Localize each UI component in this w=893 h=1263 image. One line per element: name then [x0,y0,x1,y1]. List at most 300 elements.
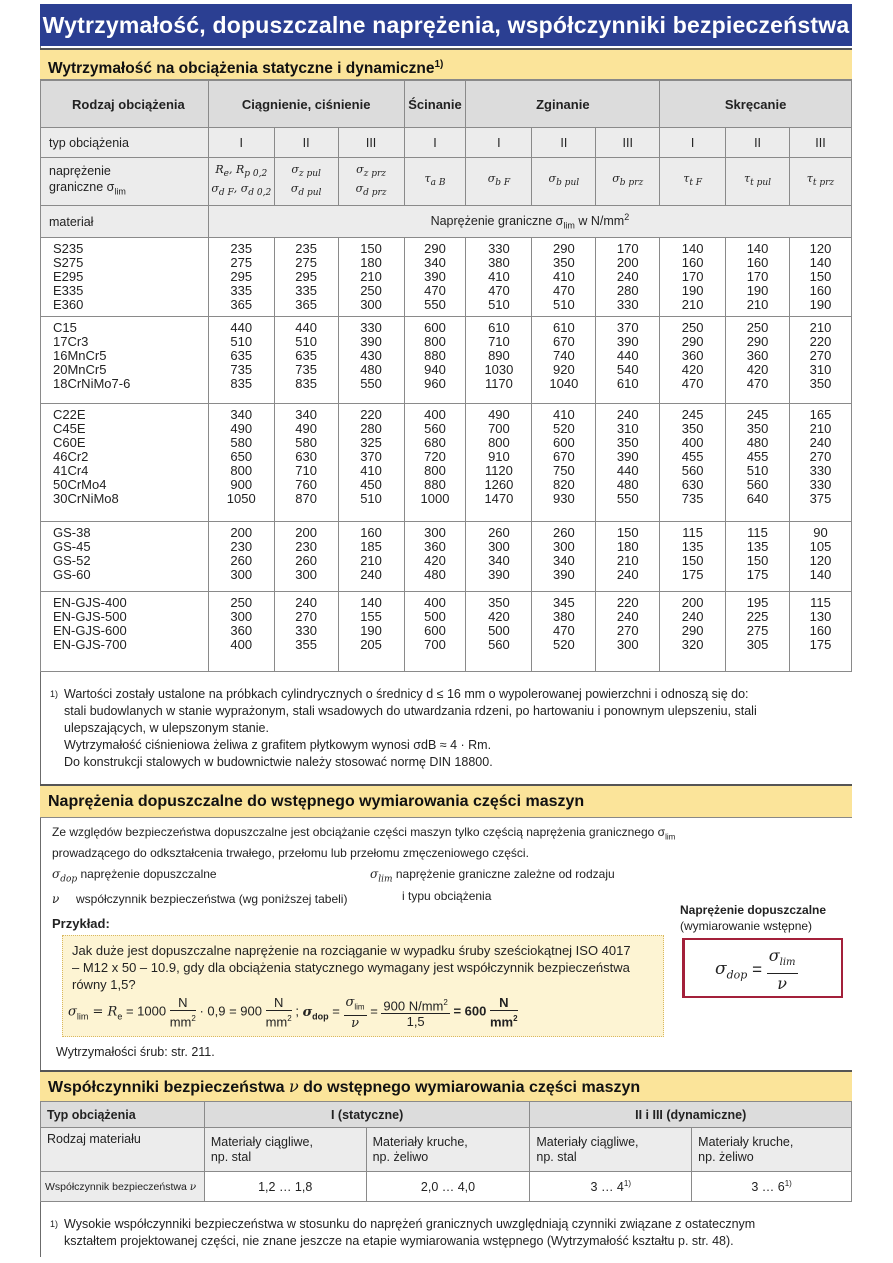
value-column [596,592,660,672]
value-cell: 205 [360,637,382,652]
value-cell: 390 [360,334,382,349]
calc-mult: · 0,9 = 900 [199,1003,266,1019]
header-row-stress-symbols [41,158,852,206]
value-cell: 820 [552,477,575,492]
material-name: S275 [53,255,84,270]
value-cell: 115 [747,525,768,540]
value-column [466,592,532,672]
value-cell: 390 [616,334,639,349]
legend-sdop [52,866,382,888]
value-cell: 930 [552,491,575,506]
value-cell: 1470 [484,491,514,506]
value-cell: 150 [360,241,382,256]
value-cell: 275 [230,255,253,270]
load-kind-header: Rodzaj obciążenia [41,81,209,128]
strength-table [40,80,852,672]
material-name: S235 [53,241,84,256]
value-cell: 400 [424,595,446,610]
symbol: , σ [233,181,249,195]
coeff-label-text: Współczynnik bezpieczeństwa [45,1180,190,1193]
value-cell: 305 [746,637,769,652]
limit-stress-label [41,158,209,206]
material-name: C60E [53,435,86,450]
value-cell: 140 [809,255,832,270]
value-cell: 420 [488,609,510,624]
symbol: , R [228,163,245,177]
value-column [790,592,852,672]
value-cell: 105 [809,539,832,554]
page-title: Wytrzymałość, dopuszczalne naprężenia, współczynniki bezpieczeństwa [40,4,852,46]
value-cell: 200 [295,525,317,540]
value-column [404,317,466,404]
symbol-sub: t F [689,178,703,189]
formula-eq: = [752,960,762,980]
material-name: C15 [53,320,77,335]
typ-cell: I [660,128,726,158]
value-cell: 200 [230,525,253,540]
value-cell: 440 [295,320,317,335]
value-cell: 250 [681,320,704,335]
value-column [338,317,404,404]
value-cell: 150 [616,525,639,540]
example-calculation [68,994,668,1031]
value-column [790,238,852,317]
calc-fraction-result [490,995,518,1029]
symbol: R [215,163,224,177]
value-cell: 455 [746,449,769,464]
value-cell: 150 [681,553,704,568]
value-cell: 390 [616,449,639,464]
value-cell: 120 [809,241,832,256]
footnote-line [50,1216,852,1233]
intro-line-2: prowadzącego do odkształcenia trwałego, przełomu lub przełomu zmęczeniowego części. [52,846,529,861]
value-column [208,592,274,672]
value-cell: 380 [488,255,510,270]
coeff-cell [204,1172,366,1202]
value-cell: 240 [616,269,639,284]
group-tension: Ciągnienie, ciśnienie [208,81,404,128]
value-column [338,404,404,522]
value-cell: 540 [616,362,639,377]
material-line: Materiały kruche, [372,1134,468,1149]
value-cell: 210 [360,269,382,284]
calc-re-sub: e [117,1011,123,1022]
value-column [532,592,596,672]
value-cell: 195 [746,595,769,610]
value-cell: 190 [746,283,769,298]
value-cell: 295 [230,269,253,284]
value-cell: 260 [552,525,575,540]
typ-cell: II [532,128,596,158]
value-cell: 635 [230,348,253,363]
material-name: 41Cr4 [53,463,89,478]
symbol: τ [424,172,431,186]
value-cell: 290 [681,334,704,349]
value-column [466,404,532,522]
value-cell: 130 [809,609,832,624]
value-cell: 520 [552,637,575,652]
value-cell: 740 [552,348,575,363]
value-cell: 510 [360,491,382,506]
unit-caption [208,206,851,238]
symbol-line [209,182,274,200]
value-cell: 210 [360,553,382,568]
value-cell: 470 [681,376,704,391]
value-column [532,317,596,404]
footnote-mark: 1) [50,689,59,699]
material-name: EN-GJS-700 [53,637,127,652]
legend-sdop-sub: dop [60,874,78,885]
value-cell: 410 [360,463,382,478]
value-cell: 480 [746,435,769,450]
value-cell: 340 [230,407,253,422]
symbol-line [726,172,789,190]
section3-heading [40,1070,852,1102]
legend-slim [370,866,670,888]
value-cell: 470 [424,283,446,298]
value-cell: 630 [681,477,704,492]
value-cell: 390 [488,567,510,582]
material-group-row [41,404,852,522]
frac-den-text: mm [489,1014,514,1030]
symbol-sub: p 0,2 [244,169,268,180]
value-cell: 380 [552,609,575,624]
section2-heading: Naprężenia dopuszczalne do wstępnego wymiarowania części maszyn [40,784,852,818]
value-cell: 890 [488,348,510,363]
value-cell: 450 [360,477,382,492]
value-cell: 180 [616,539,639,554]
section1-heading [40,48,852,80]
value-cell: 140 [681,241,704,256]
value-cell: 550 [616,491,639,506]
formula-den: ν [777,974,787,994]
value-column [274,522,338,592]
frac-den [266,1011,292,1029]
symbol: σ [356,163,364,177]
formula-title: Naprężenie dopuszczalne [680,903,827,917]
value-cell: 490 [230,421,253,436]
value-cell: 420 [746,362,769,377]
value-cell: 510 [488,297,510,312]
value-cell: 135 [681,539,704,554]
limit-stress-label-line2: graniczne σ [49,180,115,195]
typ-cell: I [404,128,466,158]
material-name: 17Cr3 [53,334,89,349]
value-cell: 390 [424,269,446,284]
value-column [596,238,660,317]
symbol-sub: d prz [363,187,387,198]
value-cell: 300 [360,297,382,312]
value-cell: 300 [230,609,253,624]
symbol-line [209,163,274,181]
footnote-text: Do konstrukcji stalowych w budownictwie należy stosować normę DIN 18800. [64,755,493,769]
value-cell: 1000 [420,491,450,506]
value-cell: 190 [360,623,382,638]
value-cell: 160 [681,255,704,270]
value-column [790,404,852,522]
value-cell: 115 [810,595,831,610]
value-cell: 800 [230,463,253,478]
value-column [404,404,466,522]
value-cell: 240 [616,567,639,582]
material-line: np. żeliwo [372,1149,429,1164]
value-cell: 365 [230,297,253,312]
value-column [660,592,726,672]
value-cell: 120 [809,553,832,568]
value-cell: 1260 [484,477,514,492]
value-cell: 800 [488,435,510,450]
value-column [208,404,274,522]
coeff-cell [366,1172,530,1202]
value-cell: 410 [552,269,575,284]
value-cell: 115 [682,525,704,540]
value-cell: 270 [809,348,832,363]
value-cell: 365 [295,297,317,312]
calc-semicolon: ; [291,1003,299,1019]
value-cell: 470 [746,376,769,391]
stress-symbol-cell [274,158,338,206]
footnote-text: Wytrzymałość ciśnieniowa żeliwa z grafitem płytkowym wynosi σdB ≈ 4 · Rm. [64,738,492,752]
value-cell: 610 [552,320,575,335]
material-cell [530,1128,692,1172]
symbol-line [466,172,531,190]
bolt-strength-reference: Wytrzymałości śrub: str. 211. [56,1045,215,1059]
material-name: GS-52 [53,553,91,568]
value-cell: 335 [295,283,317,298]
value-cell: 560 [488,637,510,652]
stress-symbol-cell [726,158,790,206]
symbol-line [275,182,338,200]
footnote-mark: 1) [50,1219,59,1229]
value-cell: 1040 [549,376,579,391]
calc-slim: σ [68,1004,77,1020]
typ-cell: I [466,128,532,158]
value-cell: 340 [424,255,446,270]
value-column [274,404,338,522]
value-cell: 220 [616,595,639,610]
frac-num-sup: 2 [443,998,448,1008]
symbol-sub: b pul [556,178,580,189]
calc-eq4: = [366,1003,382,1019]
value-cell: 700 [424,637,446,652]
value-cell: 140 [360,595,382,610]
frac-num [344,994,367,1016]
value-cell: 640 [746,491,769,506]
value-cell: 240 [360,567,382,582]
value-cell: 650 [230,449,253,464]
value-column [338,238,404,317]
section1-heading-sup: 1) [434,59,444,70]
value-cell: 330 [616,297,639,312]
value-cell: 550 [360,376,382,391]
material-name: E335 [53,283,84,298]
frac-num-sym: σ [345,995,355,1010]
value-cell: 390 [552,567,575,582]
value-cell: 340 [552,553,575,568]
value-column [404,238,466,317]
value-cell: 235 [295,241,317,256]
value-column [532,238,596,317]
material-cell [366,1128,530,1172]
material-line: Materiały ciągliwe, [210,1134,313,1149]
value-cell: 510 [552,297,575,312]
value-cell: 630 [295,449,317,464]
symbol-line [596,172,659,190]
value-column [596,317,660,404]
value-cell: 230 [230,539,253,554]
value-cell: 1170 [484,376,513,391]
value-cell: 1050 [226,491,256,506]
value-column [660,238,726,317]
material-line: np. stal [536,1149,577,1164]
formula-num-sym: σ [768,946,780,965]
value-cell: 300 [552,539,575,554]
value-cell: 300 [488,539,510,554]
coeff-label [41,1172,205,1202]
footnote-text: kształtem projektowanej części, nie znane jeszcze na etapie wymiarowania wstępnego (Wytrzymałość kształtu p. str. 48). [64,1234,734,1248]
frac-den-text: mm [265,1014,288,1030]
header-row-material [41,206,852,238]
section1-footnote [40,686,852,780]
value-cell: 170 [746,269,769,284]
calc-eq5: = 600 [449,1003,490,1019]
value-cell: 350 [616,435,639,450]
footnote-text: stali budowlanych w stanie wyprażonym, stali wsadowych do utwardzania rdzeni, po hartowaniu i ponownym ulepszeniu, stali [64,704,757,718]
load-type-label: typ obciążenia [41,128,209,158]
material-group-row [41,238,852,317]
unit-caption-tail: w N/mm [574,214,625,229]
value-cell: 520 [552,421,575,436]
value-cell: 430 [360,348,382,363]
safety-material-row [41,1128,852,1172]
legend-sdop-text: naprężenie dopuszczalne [80,867,217,881]
value-cell: 610 [616,376,639,391]
formula-num [767,946,798,974]
unit-caption-sub: lim [563,220,575,231]
material-name: 16MnCr5 [53,348,107,363]
value-cell: 240 [295,595,317,610]
value-cell: 160 [809,283,832,298]
symbol-sub: z pul [298,169,321,180]
frac-num: N [266,995,292,1011]
section3-heading-a: Współczynniki bezpieczeństwa [48,1079,289,1096]
calc-eq3: = [328,1003,344,1019]
value-cell: 455 [681,449,704,464]
value-column [660,404,726,522]
value-cell: 580 [230,435,253,450]
value-cell: 220 [809,334,832,349]
example-label: Przykład: [52,916,110,931]
section3-heading-b: do wstępnego wymiarowania części maszyn [298,1079,641,1096]
value-cell: 240 [809,435,832,450]
safety-coeff-row [41,1172,852,1202]
frac-num [381,995,449,1014]
coeff-value: 2,0 … 4,0 [420,1180,476,1195]
coeff-cell [692,1172,852,1202]
value-cell: 330 [360,320,382,335]
value-cell: 240 [616,609,639,624]
material-group-row [41,592,852,672]
value-cell: 170 [616,241,639,256]
symbol: τ [806,172,813,186]
symbol: σ [211,181,219,195]
value-cell: 600 [424,320,446,335]
section3-heading-nu: ν [288,1077,299,1096]
footnote-text: Wysokie współczynniki bezpieczeństwa w stosunku do naprężeń granicznych uwzględniają czynniki związane z ostatecznym [64,1217,756,1231]
value-cell: 340 [295,407,317,422]
section1-heading-text: Wytrzymałość na obciążenia statyczne i dynamiczne [48,60,435,78]
value-column [208,522,274,592]
stress-symbol-cell [338,158,404,206]
symbol-sub: t prz [812,178,835,189]
value-cell: 300 [230,567,253,582]
value-cell: 175 [746,567,769,582]
symbol: σ [548,172,557,186]
symbol-line [339,182,404,200]
value-cell: 325 [360,435,382,450]
value-cell: 600 [424,623,446,638]
dynamic-header: II i III (dynamiczne) [530,1102,852,1128]
intro-line-1-sub: lim [665,832,676,842]
value-cell: 200 [681,595,704,610]
value-cell: 290 [424,241,446,256]
material-name: GS-45 [53,539,91,554]
material-name: 50CrMo4 [53,477,107,492]
value-cell: 350 [746,421,769,436]
value-cell: 320 [681,637,704,652]
legend-nu [52,891,382,908]
value-cell: 290 [681,623,704,638]
value-cell: 800 [424,334,446,349]
value-cell: 370 [360,449,382,464]
value-cell: 940 [424,362,446,377]
value-cell: 735 [230,362,253,377]
limit-stress-label-line1: naprężenie [49,164,111,179]
value-cell: 330 [488,241,510,256]
value-cell: 300 [295,567,317,582]
legend-left [52,866,382,908]
value-column [660,317,726,404]
unit-caption-text: Naprężenie graniczne σ [430,214,564,229]
value-cell: 200 [616,255,639,270]
frac-den-text: mm [169,1014,192,1030]
symbol: σ [290,181,299,195]
material-name: 30CrNiMo8 [53,491,119,506]
value-cell: 220 [360,407,382,422]
value-cell: 345 [552,595,575,610]
material-names [41,238,209,317]
stress-symbol-cell [660,158,726,206]
value-cell: 470 [552,623,575,638]
value-cell: 470 [552,283,575,298]
value-column [274,592,338,672]
material-name: 18CrNiMo7-6 [53,376,131,391]
formula-caption [680,902,850,934]
value-cell: 330 [809,463,832,478]
value-column [338,522,404,592]
calc-eq2: = 1000 [122,1003,170,1019]
symbol-line [790,172,851,190]
symbol-sub: d 0,2 [248,187,272,198]
value-cell: 290 [552,241,575,256]
material-name: 20MnCr5 [53,362,107,377]
coeff-value: 3 … 6 [751,1180,785,1195]
formula-box [682,938,843,998]
legend-slim-sub: lim [378,874,393,885]
material-name: EN-GJS-500 [53,609,127,624]
value-cell: 160 [746,255,769,270]
intro-line-1-text: Ze względów bezpieczeństwa dopuszczalne jest obciążanie części maszyn tylko częścią naprężenia granicznego σ [52,825,666,839]
